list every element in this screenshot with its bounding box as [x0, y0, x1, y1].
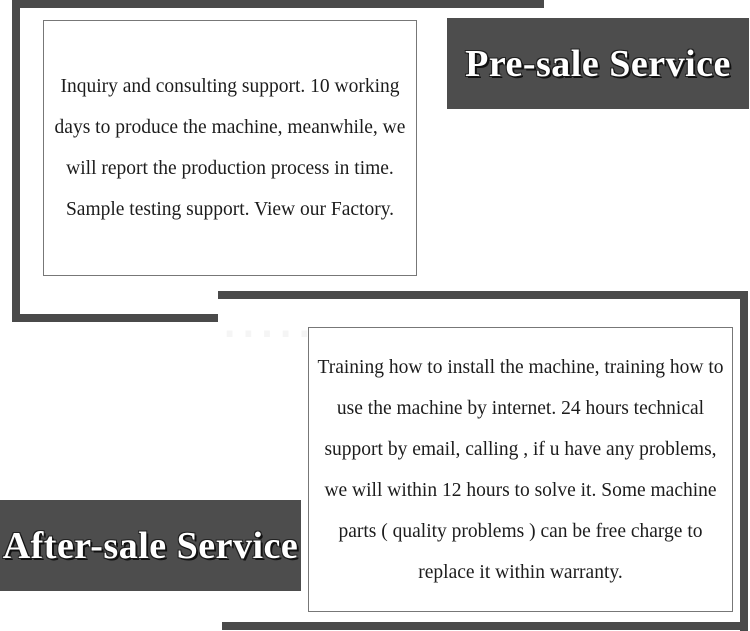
presale-frame-left	[12, 0, 20, 322]
presale-description: Inquiry and consulting support. 10 working days to produce the machine, meanwhile, we will report the production process in time. Sample testing support. View our Factory.	[54, 76, 406, 220]
watermark: .................	[221, 283, 539, 350]
aftersale-text-box	[308, 327, 733, 612]
aftersale-frame-bottom	[222, 622, 748, 630]
presale-title: Pre-sale Service	[465, 42, 731, 85]
presale-frame-top	[12, 0, 544, 8]
presale-title-banner	[447, 18, 749, 109]
aftersale-title: After-sale Service	[2, 524, 299, 567]
presale-frame-bottom	[12, 314, 218, 322]
aftersale-frame-top	[218, 291, 748, 299]
aftersale-description: Training how to install the machine, training how to use the machine by internet. 24 hours technical support by email, calling , if u have any problems, we will within 12 hours to solve it. Some machine parts ( quality problems ) can be free charge to replace it within warranty.	[317, 356, 724, 583]
aftersale-frame-right	[740, 291, 748, 631]
presale-text-box	[43, 20, 417, 276]
aftersale-title-banner	[0, 500, 301, 591]
